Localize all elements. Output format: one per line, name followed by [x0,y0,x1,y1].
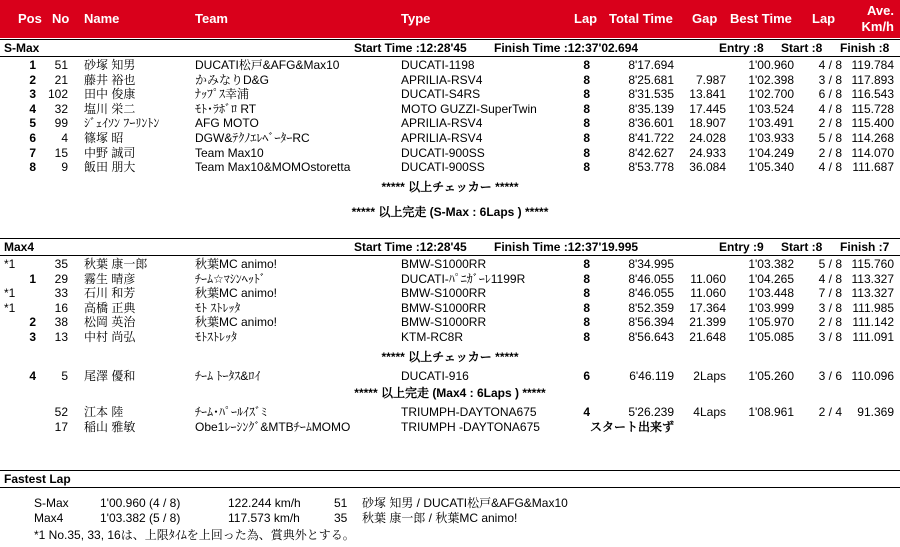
table-row [0,420,900,434]
cell-ave: 113.327 [851,286,894,301]
max4-class-label: Max4 [4,240,35,254]
cell-ave: 119.784 [851,58,894,72]
col-best-time: Best Time [730,11,792,26]
smax-checker-note: ***** 以上チェッカー ***** [381,180,519,194]
cell-lapof: 4 / 8 [818,271,842,286]
cell-name: 飯田 朋大 [84,160,136,175]
cell-lapof: 2 / 4 [818,405,842,419]
cell-pos: 3 [29,330,36,344]
smax-entry: Entry :8 [719,41,764,55]
col-name: Name [84,11,120,26]
cell-pos: 1 [29,58,36,72]
table-row [0,301,900,315]
cell-gap: 36.084 [689,160,726,175]
cell-name: 松岡 英治 [84,315,136,330]
cell-note: *1 [4,286,16,301]
cell-ave: 115.760 [851,257,894,271]
cell-lap: 8 [583,271,590,286]
cell-gap: 13.841 [689,87,726,102]
cell-lapof: 5 / 8 [818,257,842,271]
cell-lapof: 3 / 8 [818,72,842,87]
fastest-lap-header [0,470,900,488]
table-row [0,369,900,383]
cell-lapof: 5 / 8 [818,131,842,145]
cell-name: 中村 尚弘 [84,330,136,344]
cell-best: 1'03.524 [748,101,794,116]
results-header [0,0,900,38]
max4-finish-time: Finish Time :12:37'19.995 [494,240,639,254]
cell-type: DUCATI-900SS [401,160,485,175]
cell-best: 1'00.960 [748,58,794,72]
cell-lap: 8 [583,131,590,145]
cell-pos: 2 [29,72,36,87]
cell-note: *1 [4,300,16,315]
cell-total: 8'42.627 [628,145,674,160]
cell-ave: 114.268 [851,131,894,145]
cell-lapof: 6 / 8 [818,87,842,102]
cell-best: 1'03.382 [748,257,794,271]
fastest-time: 1'00.960 (4 / 8) [100,496,181,510]
cell-ave: 114.070 [851,145,894,160]
cell-pos: 7 [29,145,36,160]
table-row [0,160,900,174]
fastest-no: 35 [334,511,348,525]
cell-best: 1'03.448 [748,286,794,301]
cell-total: 8'56.394 [628,315,674,330]
cell-gap: 11.060 [690,271,726,286]
cell-lap: 8 [583,160,590,175]
cell-ave: 111.687 [852,160,894,175]
cell-best: 1'03.999 [748,300,794,315]
cell-team: かみなりD&G [195,72,270,87]
cell-lap: 6 [583,369,590,383]
cell-gap: 24.933 [689,145,726,160]
cell-name: 田中 俊康 [84,87,136,102]
cell-total: 8'35.139 [628,101,674,116]
cell-type: DUCATI-S4RS [401,87,481,102]
cell-lap: 8 [583,330,590,344]
cell-lap: 8 [583,101,590,116]
col-no: No [52,11,70,26]
cell-type: BMW-S1000RR [401,315,487,330]
cell-best: 1'02.398 [748,72,794,87]
fastest-no: 51 [334,496,348,510]
cell-team: ﾁｰﾑ ﾄｰﾀｽ&ﾛｲ [195,369,261,383]
cell-team: ﾓﾄ･ﾗﾎﾞﾛ RT [195,101,257,116]
cell-pos: 5 [29,116,36,131]
cell-no: 51 [54,58,68,72]
col-pos: Pos [18,11,42,26]
table-row [0,87,900,101]
cell-name: 中野 誠司 [84,145,136,160]
cell-lapof: 3 / 6 [818,369,842,383]
cell-gap: 24.028 [689,131,726,145]
cell-total: 8'56.643 [628,330,674,344]
cell-type: DUCATI-916 [401,369,469,383]
cell-lap: 8 [583,58,590,72]
cell-total: スタート出来ず [590,420,675,434]
cell-name: 秋葉 康一郎 [84,257,148,271]
cell-total: 8'31.535 [628,87,674,102]
cell-ave: 113.327 [851,271,894,286]
max4-start-count: Start :8 [781,240,823,254]
cell-total: 8'34.995 [628,257,674,271]
cell-best: 1'05.340 [748,160,794,175]
max4-entry: Entry :9 [719,240,764,254]
cell-total: 8'53.778 [628,160,674,175]
fastest-who: 砂塚 知男 / DUCATI松戸&AFG&Max10 [362,496,568,510]
cell-gap: 21.399 [689,315,726,330]
fastest-speed: 117.573 km/h [228,511,300,525]
cell-team: Team Max10 [195,145,264,160]
cell-team: 秋葉MC animo! [195,257,278,271]
cell-team: Obe1ﾚｰｼﾝｸﾞ&MTBﾁｰﾑMOMO [195,420,351,434]
cell-ave: 111.091 [852,330,894,344]
cell-ave: 111.142 [852,315,894,330]
smax-class-label: S-Max [4,41,40,55]
cell-name: 石川 和芳 [84,286,136,301]
cell-team: DGW&ﾃｸﾉｴﾚﾍﾞｰﾀｰRC [195,131,310,145]
fastest-lap-title: Fastest Lap [4,472,71,486]
table-row [0,131,900,145]
cell-no: 9 [61,160,68,175]
cell-type: DUCATI-ﾊﾟﾆｶﾞｰﾚ1199R [401,271,526,286]
cell-best: 1'05.085 [748,330,794,344]
cell-lapof: 7 / 8 [818,286,842,301]
cell-name: 砂塚 知男 [84,58,136,72]
cell-team: Team Max10&MOMOstoretta [195,160,351,175]
cell-name: 藤井 裕也 [84,72,136,87]
cell-ave: 111.985 [852,300,894,315]
max4-checker-note: ***** 以上チェッカー ***** [381,350,519,364]
cell-lap: 8 [583,257,590,271]
cell-no: 4 [61,131,68,145]
cell-team: DUCATI松戸&AFG&Max10 [195,58,340,72]
cell-pos: 8 [29,160,36,175]
cell-lapof: 2 / 8 [818,315,842,330]
cell-type: BMW-S1000RR [401,286,487,301]
cell-best: 1'04.265 [748,271,794,286]
cell-lap: 8 [583,286,590,301]
smax-finish-time: Finish Time :12:37'02.694 [494,41,639,55]
cell-ave: 115.728 [851,101,894,116]
fastest-lap-row [0,496,900,510]
cell-team: ﾁｰﾑ☆ﾏｼﾝﾍｯﾄﾞ [195,271,266,286]
cell-best: 1'02.700 [748,87,794,102]
cell-team: ﾓﾄｽﾄﾚｯﾀ [195,330,238,344]
cell-lap: 8 [583,72,590,87]
cell-team: ﾓﾄ ｽﾄﾚｯﾀ [195,300,241,315]
cell-no: 32 [54,101,68,116]
smax-section-header [0,39,900,57]
cell-team: ﾅｯﾌﾟｽ幸浦 [195,87,250,102]
cell-lap: 8 [583,145,590,160]
table-row [0,58,900,72]
cell-gap: 18.907 [689,116,726,131]
cell-no: 29 [54,271,68,286]
col-gap: Gap [692,11,718,26]
max4-complete-note: ***** 以上完走 (Max4 : 6Laps ) ***** [354,386,546,400]
table-row [0,286,900,300]
cell-best: 1'03.933 [748,131,794,145]
cell-team: 秋葉MC animo! [195,286,278,301]
cell-type: APRILIA-RSV4 [401,116,483,131]
cell-pos: 2 [29,315,36,330]
cell-name: 江本 陸 [84,405,124,419]
cell-total: 8'41.722 [628,131,674,145]
cell-no: 33 [54,286,68,301]
cell-lap: 8 [583,315,590,330]
cell-no: 21 [54,72,68,87]
cell-total: 8'17.694 [628,58,674,72]
max4-finish-count: Finish :7 [840,240,890,254]
max4-section-header [0,238,900,256]
table-row [0,146,900,160]
cell-lap: 8 [583,300,590,315]
cell-ave: 110.096 [851,369,894,383]
cell-pos: 4 [29,369,36,383]
cell-total: 8'25.681 [628,72,674,87]
max4-start-time: Start Time :12:28'45 [354,240,467,254]
cell-best: 1'04.249 [748,145,794,160]
cell-total: 5'26.239 [628,405,674,419]
smax-start-time: Start Time :12:28'45 [354,41,467,55]
cell-team: ﾁｰﾑ･ﾊﾟｰﾙｲｽﾞﾐ [195,405,268,419]
col-ave: Ave. [867,3,894,18]
fastest-time: 1'03.382 (5 / 8) [100,511,181,525]
cell-name: ｼﾞｪｲｿﾝ ﾌｰﾘﾝﾄﾝ [84,116,160,131]
cell-total: 8'36.601 [628,116,674,131]
cell-gap: 21.648 [689,330,726,344]
cell-lap: 8 [583,116,590,131]
cell-type: DUCATI-900SS [401,145,485,160]
cell-gap: 17.364 [689,300,726,315]
cell-type: TRIUMPH -DAYTONA675 [401,420,540,434]
fastest-class: S-Max [34,496,69,510]
cell-type: BMW-S1000RR [401,300,487,315]
cell-no: 35 [54,257,68,271]
fastest-speed: 122.244 km/h [228,496,301,510]
cell-total: 8'52.359 [628,300,674,315]
cell-type: KTM-RC8R [401,330,463,344]
col-kmh: Km/h [861,19,894,34]
cell-gap: 4Laps [693,405,726,419]
table-row [0,272,900,286]
cell-no: 5 [61,369,68,383]
table-row [0,102,900,116]
fastest-lap-row [0,511,900,525]
cell-best: 1'05.970 [748,315,794,330]
cell-name: 塩川 栄二 [84,101,136,116]
cell-best: 1'03.491 [748,116,794,131]
table-row [0,116,900,130]
cell-type: TRIUMPH-DAYTONA675 [401,405,537,419]
cell-ave: 117.893 [851,72,894,87]
cell-lapof: 2 / 8 [818,116,842,131]
cell-total: 8'46.055 [628,271,674,286]
smax-start-count: Start :8 [781,41,823,55]
table-row [0,315,900,329]
cell-name: 霧生 晴彦 [84,271,136,286]
cell-type: DUCATI-1198 [401,58,475,72]
cell-note: *1 [4,257,16,271]
cell-type: MOTO GUZZI-SuperTwin [401,101,537,116]
cell-lap: 4 [583,405,590,419]
col-type: Type [401,11,431,26]
cell-name: 稲山 雅敏 [84,420,136,434]
cell-total: 6'46.119 [629,369,674,383]
cell-total: 8'46.055 [628,286,674,301]
smax-complete-note: ***** 以上完走 (S-Max : 6Laps ) ***** [351,205,549,219]
col-team: Team [195,11,228,26]
cell-pos: 4 [29,101,36,116]
table-row [0,330,900,344]
cell-gap: 2Laps [693,369,726,383]
cell-lapof: 3 / 8 [818,330,842,344]
cell-no: 102 [47,87,68,102]
table-row [0,73,900,87]
cell-no: 99 [54,116,68,131]
cell-name: 尾澤 優和 [84,369,136,383]
cell-name: 篠塚 昭 [84,131,124,145]
cell-no: 15 [54,145,68,160]
cell-team: 秋葉MC animo! [195,315,278,330]
cell-pos: 3 [29,87,36,102]
cell-no: 13 [54,330,68,344]
cell-gap: 11.060 [690,286,726,301]
table-row [0,405,900,419]
col-lap-of: Lap [812,11,836,26]
cell-team: AFG MOTO [195,116,259,131]
cell-no: 17 [54,420,68,434]
cell-pos: 1 [29,271,36,286]
cell-lapof: 2 / 8 [818,145,842,160]
cell-lapof: 4 / 8 [818,58,842,72]
cell-ave: 116.543 [851,87,894,102]
fastest-who: 秋葉 康一郎 / 秋葉MC animo! [362,511,518,525]
cell-no: 38 [54,315,68,330]
cell-best: 1'05.260 [748,369,794,383]
cell-lap: 8 [583,87,590,102]
cell-ave: 91.369 [857,405,894,419]
cell-type: APRILIA-RSV4 [401,131,483,145]
cell-lapof: 4 / 8 [818,160,842,175]
cell-lapof: 4 / 8 [818,101,842,116]
cell-name: 高橋 正典 [84,300,136,315]
award-exclusion-note: *1 No.35, 33, 16は、上限ﾀｲﾑを上回った為、賞典外とする。 [34,528,355,542]
smax-finish-count: Finish :8 [840,41,890,55]
fastest-class: Max4 [34,511,64,525]
cell-no: 52 [54,405,68,419]
col-lap: Lap [574,11,598,26]
cell-pos: 6 [29,131,36,145]
cell-lapof: 3 / 8 [818,300,842,315]
cell-best: 1'08.961 [748,405,794,419]
cell-type: APRILIA-RSV4 [401,72,483,87]
cell-no: 16 [54,300,68,315]
table-row [0,257,900,271]
col-total-time: Total Time [609,11,673,26]
cell-ave: 115.400 [851,116,894,131]
cell-gap: 17.445 [689,101,726,116]
cell-type: BMW-S1000RR [401,257,487,271]
cell-gap: 7.987 [695,72,726,87]
